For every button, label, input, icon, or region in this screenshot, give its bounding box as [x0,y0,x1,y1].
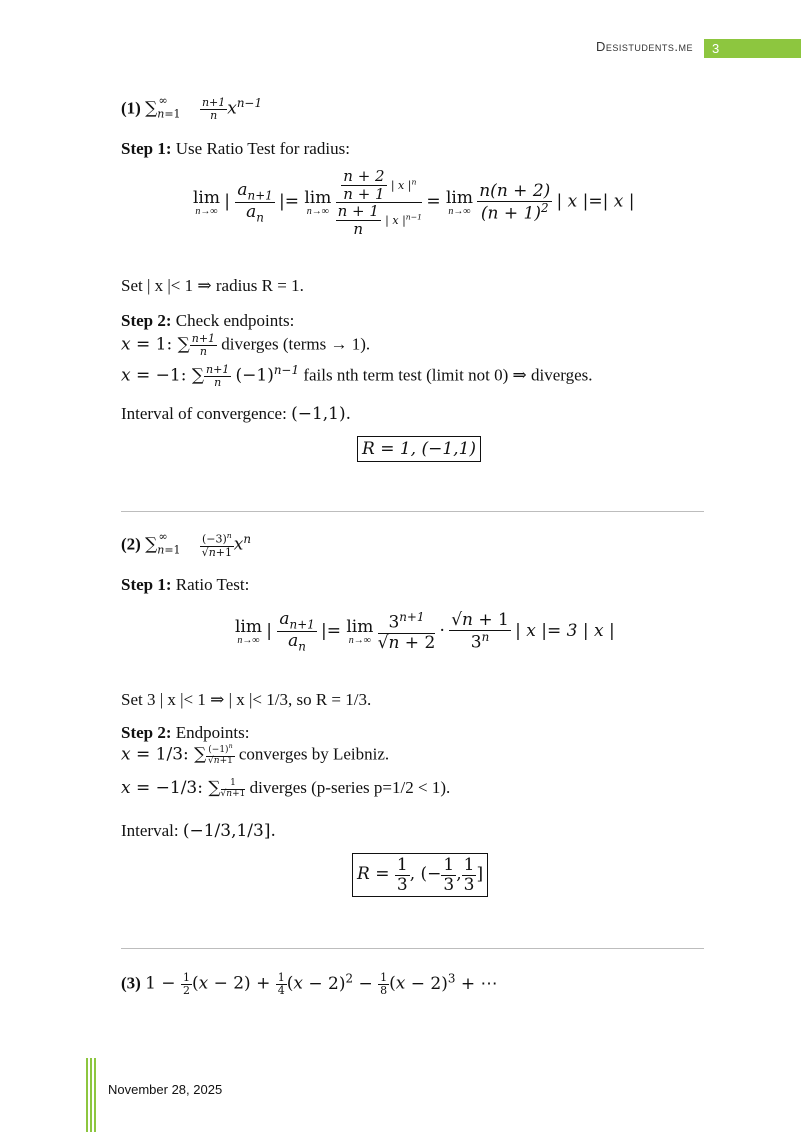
p2-step2: Step 2: Endpoints: [121,723,250,742]
p2-endpoint-2: x = −1/3: ∑ $\frac{1}{√n+1}$ diverges (p-series p=1/2 < 1). [121,777,451,799]
divider [121,948,704,949]
p2-answer-box: R = $\frac{1}{3}$ , (− $\frac{1}{3}$ , $\frac{1}{3}$ ] [352,853,488,897]
p1-ratio-formula: lim n→∞ | $\frac{a_{n+1}}{a_n}$ |= lim n→∞ $\frac{n + 2}{n + 1}$ | x $|^n$ $\frac{n + 1}{n}$ | x $|^{n-1}$ = lim n→∞ $\frac{n(n + 2)}{(n + 1)^2}$ | x |=| x | [193,167,635,238]
p1-interval: Interval of convergence: (−1,1). [121,404,352,424]
p1-set-radius: Set | x |< 1 ⇒ radius R = 1. [121,276,304,295]
problem-label: (1) [121,98,141,118]
p1-endpoint-2: x = −1: ∑ $\frac{n+1}{n}$ $(-1)^{n-1}$ fails nth term test (limit not 0) ⇒ diverges. [121,363,593,390]
p2-set-radius: Set 3 | x |< 1 ⇒ | x |< 1/3, so R = 1/3. [121,690,372,709]
p2-step1: Step 1: Ratio Test: [121,575,250,594]
p2-endpoint-1: x = 1/3: ∑ $\frac{(-1)^n}{√n+1}$ converges by Leibniz. [121,743,390,766]
p1-step1: Step 1: Use Ratio Test for radius: [121,139,350,158]
p2-ratio-formula: lim n→∞ | $\frac{a_{n+1}}{a_n}$ |= lim n→∞ $\frac{3^{n+1}}{√n + 2}$ · $\frac{√n + 1}{3^n}$ | x |= 3 | x | [235,609,615,654]
problem-1-title: (1) $\sum_{n=1}^\infty$ $\frac{n+1}{n}$ $x^{n-1}$ [121,93,263,123]
p1-step2: Step 2: Check endpoints: [121,311,295,330]
page-number: 3 [704,39,801,58]
p1-endpoint-1: x = 1: ∑ $\frac{n+1}{n}$ diverges (terms → 1). [121,332,371,359]
problem-3-title: (3) 1 − $\frac{1}{2}$ (x − 2) + $\frac{1}{4}$ $(x - 2)^2$ − $\frac{1}{8}$ $(x - 2)^3$ + ⋯ [121,971,498,998]
divider [121,511,704,512]
footer-date: November 28, 2025 [108,1082,223,1097]
site-name: Desistudents.me [595,39,693,54]
p1-answer-box: R = 1, (−1,1) [357,436,481,462]
footer-accent-bars [86,1058,97,1132]
p2-interval: Interval: (−1/3,1/3]. [121,821,276,841]
problem-2-title: (2) $\sum_{n=1}^\infty$ $\frac{(-3)^n}{√n+1}$ $x^n$ [121,529,251,560]
